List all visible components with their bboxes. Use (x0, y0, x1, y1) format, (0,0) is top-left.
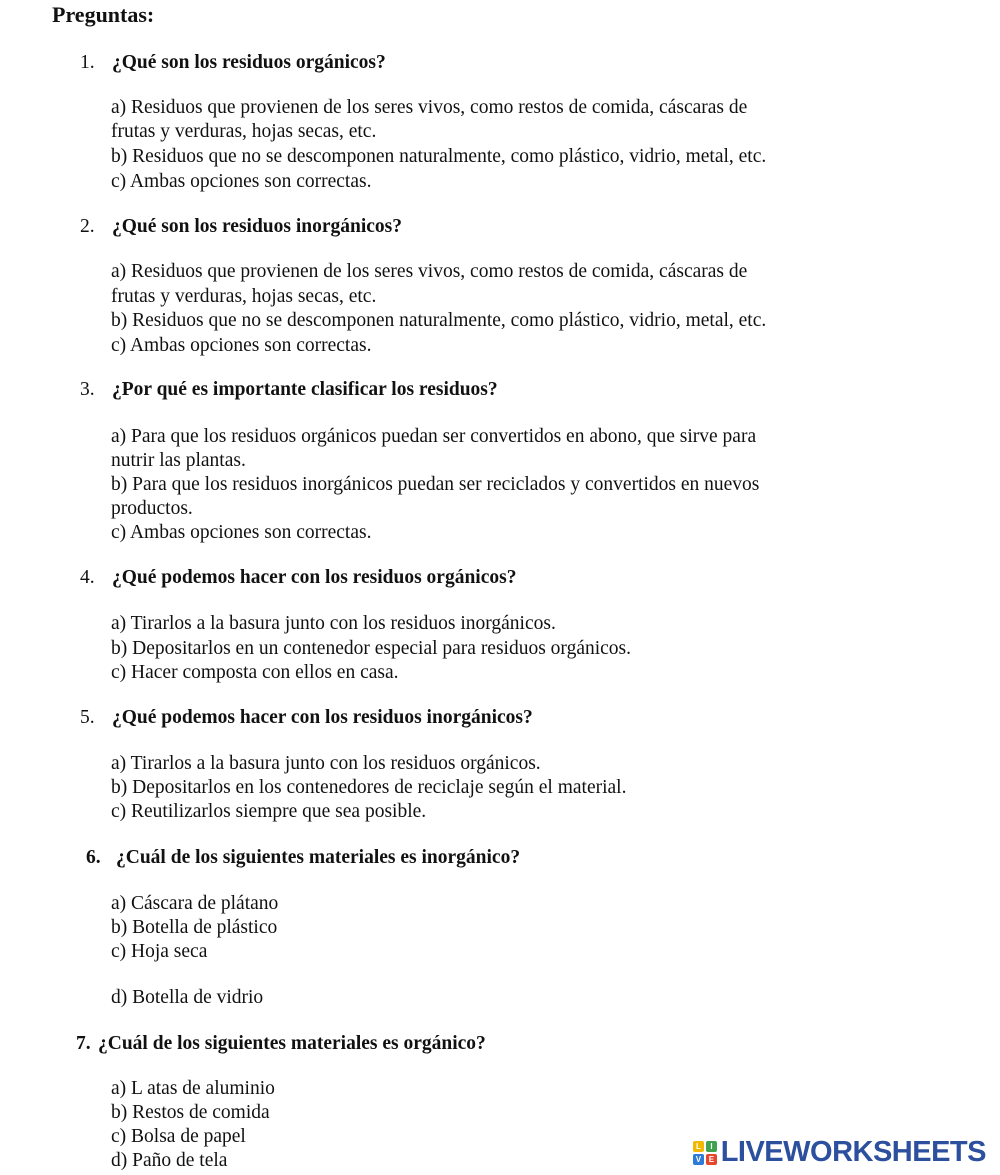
option-line: b) Para que los residuos inorgánicos puedan ser reciclados y convertidos en nuevos (111, 474, 760, 495)
option-line: c) Ambas opciones son correctas. (111, 335, 372, 356)
option-line: b) Depositarlos en los contenedores de reciclaje según el material. (111, 777, 627, 798)
option-line: a) Residuos que provienen de los seres vivos, como restos de comida, cáscaras de (111, 261, 748, 282)
question-number: 2. (80, 216, 95, 237)
question-title (80, 707, 533, 729)
question-title (80, 379, 498, 401)
question-text: ¿Por qué es importante clasificar los residuos? (112, 379, 498, 400)
liveworksheets-watermark (693, 1136, 986, 1169)
page-heading: Preguntas: (52, 2, 155, 27)
logo-cell: L (693, 1141, 704, 1152)
logo-cell: I (706, 1141, 717, 1152)
question-text: ¿Cuál de los siguientes materiales es orgánico? (98, 1033, 486, 1054)
question-text: ¿Qué podemos hacer con los residuos inorgánicos? (112, 707, 533, 728)
option-line: a) Residuos que provienen de los seres vivos, como restos de comida, cáscaras de (111, 97, 748, 118)
question-number: 6. (86, 847, 101, 868)
option-line: frutas y verduras, hojas secas, etc. (111, 121, 377, 142)
question-text: ¿Cuál de los siguientes materiales es inorgánico? (116, 847, 521, 868)
option-line: c) Ambas opciones son correctas. (111, 522, 372, 543)
logo-cell: V (693, 1154, 704, 1165)
option-line: b) Residuos que no se descomponen naturalmente, como plástico, vidrio, metal, etc. (111, 310, 767, 331)
option-line: a) Cáscara de plátano (111, 893, 279, 914)
option-line: productos. (111, 498, 193, 519)
question-title (86, 847, 520, 869)
question-text: ¿Qué podemos hacer con los residuos orgánicos? (112, 567, 517, 588)
option-line: a) Tirarlos a la basura junto con los residuos inorgánicos. (111, 613, 556, 634)
question-text: ¿Qué son los residuos inorgánicos? (112, 216, 403, 237)
option-line: frutas y verduras, hojas secas, etc. (111, 286, 377, 307)
option-line: c) Hoja seca (111, 941, 208, 962)
option-line: b) Depositarlos en un contenedor especial para residuos orgánicos. (111, 638, 632, 659)
option-line: c) Bolsa de papel (111, 1126, 246, 1147)
option-line: a) Para que los residuos orgánicos puedan ser convertidos en abono, que sirve para (111, 426, 757, 447)
option-line: c) Ambas opciones son correctas. (111, 171, 372, 192)
option-line: b) Residuos que no se descomponen naturalmente, como plástico, vidrio, metal, etc. (111, 146, 767, 167)
liveworksheets-logo-icon (693, 1141, 717, 1165)
option-line: d) Paño de tela (111, 1150, 228, 1171)
option-line: d) Botella de vidrio (111, 987, 264, 1008)
question-number: 7. (76, 1033, 91, 1054)
option-line: a) Tirarlos a la basura junto con los residuos orgánicos. (111, 753, 541, 774)
question-title (80, 52, 386, 74)
question-title (80, 216, 402, 238)
option-line: a) L atas de aluminio (111, 1078, 275, 1099)
question-number: 1. (80, 52, 95, 73)
question-number: 4. (80, 567, 95, 588)
question-title (76, 1033, 486, 1055)
question-number: 3. (80, 379, 95, 400)
question-number: 5. (80, 707, 95, 728)
option-line: nutrir las plantas. (111, 450, 246, 471)
question-title (80, 567, 516, 589)
watermark-text: LIVEWORKSHEETS (720, 1136, 986, 1168)
option-line: c) Hacer composta con ellos en casa. (111, 662, 399, 683)
option-line: b) Botella de plástico (111, 917, 278, 938)
question-text: ¿Qué son los residuos orgánicos? (112, 52, 386, 73)
option-line: c) Reutilizarlos siempre que sea posible. (111, 801, 427, 822)
logo-cell: E (706, 1154, 717, 1165)
option-line: b) Restos de comida (111, 1102, 270, 1123)
